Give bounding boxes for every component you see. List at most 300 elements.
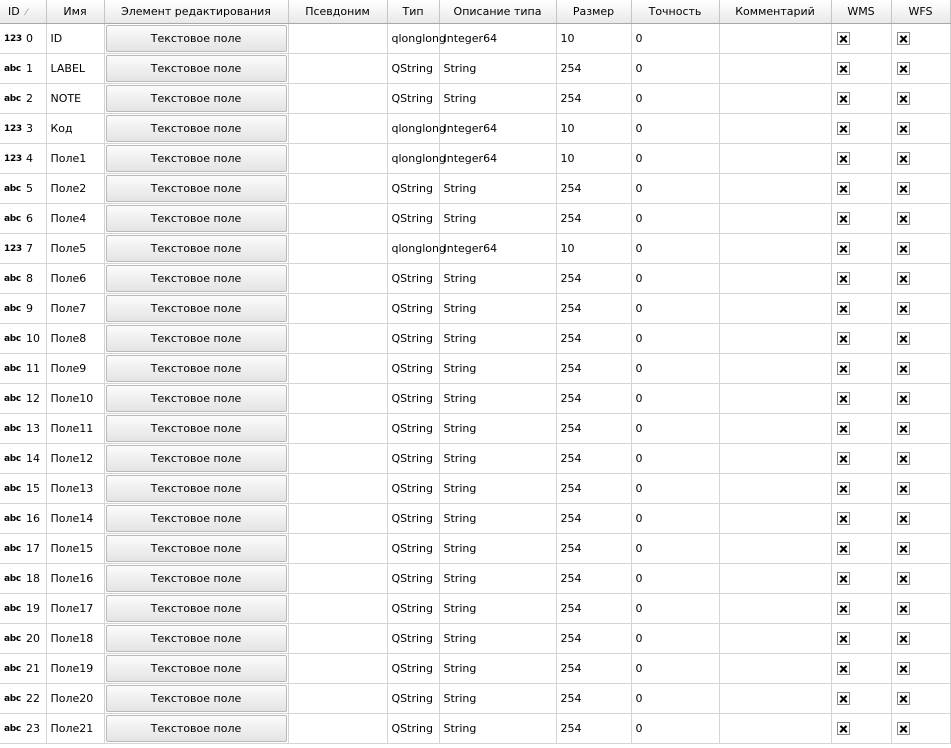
wms-checkbox[interactable] <box>837 242 850 255</box>
table-row[interactable] <box>0 594 950 624</box>
field-alias[interactable] <box>288 684 387 714</box>
field-id-cell[interactable] <box>0 114 46 144</box>
field-type-name: String <box>439 294 556 324</box>
edit-widget-button[interactable]: Текстовое поле <box>106 655 287 682</box>
header-type[interactable]: Тип <box>387 0 439 24</box>
field-name[interactable]: Поле17 <box>46 594 104 624</box>
field-type: QString <box>387 564 439 594</box>
field-id: 16 <box>26 512 40 526</box>
field-type-name: String <box>439 204 556 234</box>
field-precision: 0 <box>631 534 719 564</box>
field-type: QString <box>387 174 439 204</box>
field-length: 254 <box>556 624 631 654</box>
edit-widget-button[interactable]: Текстовое поле <box>106 55 287 82</box>
header-wms[interactable]: WMS <box>831 0 891 24</box>
edit-widget-button[interactable]: Текстовое поле <box>106 475 287 502</box>
field-alias[interactable] <box>288 204 387 234</box>
edit-widget-button[interactable]: Текстовое поле <box>106 385 287 412</box>
field-type-icon: abc <box>4 453 21 464</box>
field-name[interactable]: Поле10 <box>46 384 104 414</box>
table-row[interactable] <box>0 144 950 174</box>
wfs-checkbox[interactable] <box>897 62 910 75</box>
header-alias[interactable]: Псевдоним <box>288 0 387 24</box>
field-comment[interactable] <box>719 174 831 204</box>
wms-checkbox[interactable] <box>837 662 850 675</box>
field-id-cell[interactable] <box>0 564 46 594</box>
wfs-checkbox[interactable] <box>897 692 910 705</box>
field-id-cell[interactable] <box>0 684 46 714</box>
wms-checkbox[interactable] <box>837 62 850 75</box>
table-row[interactable] <box>0 384 950 414</box>
wms-checkbox[interactable] <box>837 602 850 615</box>
wfs-cell <box>891 294 950 324</box>
field-name[interactable]: Поле9 <box>46 354 104 384</box>
field-length: 10 <box>556 114 631 144</box>
wms-checkbox[interactable] <box>837 92 850 105</box>
wfs-checkbox[interactable] <box>897 422 910 435</box>
field-comment[interactable] <box>719 654 831 684</box>
field-id-cell[interactable] <box>0 24 46 54</box>
edit-widget-cell <box>104 234 288 264</box>
field-type: QString <box>387 624 439 654</box>
table-row[interactable] <box>0 534 950 564</box>
field-alias[interactable] <box>288 114 387 144</box>
wfs-checkbox[interactable] <box>897 212 910 225</box>
field-name[interactable]: Поле19 <box>46 654 104 684</box>
table-row[interactable] <box>0 294 950 324</box>
field-alias[interactable] <box>288 414 387 444</box>
field-name[interactable]: Поле14 <box>46 504 104 534</box>
edit-widget-cell <box>104 624 288 654</box>
field-comment[interactable] <box>719 354 831 384</box>
wms-checkbox[interactable] <box>837 32 850 45</box>
field-comment[interactable] <box>719 84 831 114</box>
wfs-checkbox[interactable] <box>897 32 910 45</box>
header-wfs[interactable]: WFS <box>891 0 950 24</box>
header-type-name[interactable]: Описание типа <box>439 0 556 24</box>
field-type: QString <box>387 504 439 534</box>
field-comment[interactable] <box>719 294 831 324</box>
wfs-cell <box>891 534 950 564</box>
wms-checkbox[interactable] <box>837 632 850 645</box>
field-alias[interactable] <box>288 624 387 654</box>
field-id-cell[interactable] <box>0 444 46 474</box>
field-name[interactable]: Поле8 <box>46 324 104 354</box>
header-edit-widget[interactable]: Элемент редактирования <box>104 0 288 24</box>
field-name[interactable]: Поле16 <box>46 564 104 594</box>
wms-checkbox[interactable] <box>837 182 850 195</box>
wms-checkbox[interactable] <box>837 332 850 345</box>
wfs-checkbox[interactable] <box>897 182 910 195</box>
field-id: 8 <box>26 272 33 286</box>
edit-widget-button[interactable]: Текстовое поле <box>106 85 287 112</box>
field-id: 19 <box>26 602 40 616</box>
field-name[interactable]: Поле18 <box>46 624 104 654</box>
wfs-checkbox[interactable] <box>897 632 910 645</box>
field-precision: 0 <box>631 174 719 204</box>
field-precision: 0 <box>631 204 719 234</box>
wms-checkbox[interactable] <box>837 452 850 465</box>
field-alias[interactable] <box>288 534 387 564</box>
field-type-name: String <box>439 714 556 744</box>
field-id: 18 <box>26 572 40 586</box>
table-row[interactable] <box>0 204 950 234</box>
table-row[interactable] <box>0 624 950 654</box>
field-name[interactable]: Код <box>46 114 104 144</box>
field-type: QString <box>387 594 439 624</box>
field-name[interactable]: Поле2 <box>46 174 104 204</box>
field-alias[interactable] <box>288 384 387 414</box>
field-id-cell[interactable] <box>0 534 46 564</box>
field-comment[interactable] <box>719 534 831 564</box>
field-type-icon: abc <box>4 63 21 74</box>
wfs-checkbox[interactable] <box>897 362 910 375</box>
field-name[interactable]: Поле6 <box>46 264 104 294</box>
wms-checkbox[interactable] <box>837 572 850 585</box>
wfs-checkbox[interactable] <box>897 662 910 675</box>
header-comment[interactable]: Комментарий <box>719 0 831 24</box>
field-id-cell[interactable] <box>0 654 46 684</box>
edit-widget-button[interactable]: Текстовое поле <box>106 325 287 352</box>
field-precision: 0 <box>631 444 719 474</box>
wms-checkbox[interactable] <box>837 692 850 705</box>
field-type-icon: abc <box>4 423 21 434</box>
field-name[interactable]: LABEL <box>46 54 104 84</box>
field-alias[interactable] <box>288 474 387 504</box>
wfs-cell <box>891 504 950 534</box>
field-type-icon: abc <box>4 513 21 524</box>
field-id: 12 <box>26 392 40 406</box>
wms-checkbox[interactable] <box>837 212 850 225</box>
field-comment[interactable] <box>719 564 831 594</box>
header-name[interactable]: Имя <box>46 0 104 24</box>
edit-widget-button[interactable]: Текстовое поле <box>106 595 287 622</box>
field-type-icon: abc <box>4 183 21 194</box>
field-type-name: String <box>439 624 556 654</box>
table-row[interactable] <box>0 684 950 714</box>
field-length: 254 <box>556 384 631 414</box>
field-precision: 0 <box>631 474 719 504</box>
field-comment[interactable] <box>719 114 831 144</box>
field-alias[interactable] <box>288 564 387 594</box>
edit-widget-cell <box>104 564 288 594</box>
field-alias[interactable] <box>288 444 387 474</box>
edit-widget-cell <box>104 384 288 414</box>
edit-widget-button[interactable]: Текстовое поле <box>106 205 287 232</box>
wfs-checkbox[interactable] <box>897 482 910 495</box>
field-id-cell[interactable] <box>0 54 46 84</box>
field-name[interactable]: Поле5 <box>46 234 104 264</box>
field-type: QString <box>387 684 439 714</box>
table-row[interactable] <box>0 24 950 54</box>
wms-cell <box>831 84 891 114</box>
field-type-icon: abc <box>4 393 21 404</box>
field-comment[interactable] <box>719 444 831 474</box>
wms-cell <box>831 564 891 594</box>
wms-checkbox[interactable] <box>837 362 850 375</box>
field-type: QString <box>387 84 439 114</box>
wms-cell <box>831 624 891 654</box>
field-name[interactable]: Поле7 <box>46 294 104 324</box>
wfs-checkbox[interactable] <box>897 92 910 105</box>
field-comment[interactable] <box>719 204 831 234</box>
field-alias[interactable] <box>288 144 387 174</box>
edit-widget-button[interactable]: Текстовое поле <box>106 175 287 202</box>
table-row[interactable] <box>0 114 950 144</box>
field-type-name: String <box>439 594 556 624</box>
field-comment[interactable] <box>719 684 831 714</box>
field-comment[interactable] <box>719 144 831 174</box>
field-id: 6 <box>26 212 33 226</box>
edit-widget-button[interactable]: Текстовое поле <box>106 25 287 52</box>
field-id: 4 <box>26 152 33 166</box>
field-length: 254 <box>556 354 631 384</box>
field-type-icon: abc <box>4 603 21 614</box>
field-comment[interactable] <box>719 624 831 654</box>
edit-widget-button[interactable]: Текстовое поле <box>106 625 287 652</box>
field-id-cell[interactable] <box>0 324 46 354</box>
wms-cell <box>831 354 891 384</box>
edit-widget-button[interactable]: Текстовое поле <box>106 445 287 472</box>
field-id: 1 <box>26 62 33 76</box>
wms-checkbox[interactable] <box>837 152 850 165</box>
field-type: QString <box>387 324 439 354</box>
wfs-checkbox[interactable] <box>897 332 910 345</box>
field-alias[interactable] <box>288 234 387 264</box>
field-alias[interactable] <box>288 324 387 354</box>
field-id-cell[interactable] <box>0 624 46 654</box>
field-id-cell[interactable] <box>0 204 46 234</box>
field-precision: 0 <box>631 144 719 174</box>
edit-widget-button[interactable]: Текстовое поле <box>106 355 287 382</box>
field-id: 20 <box>26 632 40 646</box>
field-comment[interactable] <box>719 54 831 84</box>
field-name[interactable]: Поле4 <box>46 204 104 234</box>
wms-checkbox[interactable] <box>837 122 850 135</box>
header-id[interactable] <box>0 0 46 24</box>
field-name[interactable]: Поле12 <box>46 444 104 474</box>
table-row[interactable] <box>0 354 950 384</box>
field-type-icon: abc <box>4 573 21 584</box>
field-name[interactable]: Поле20 <box>46 684 104 714</box>
wms-checkbox[interactable] <box>837 302 850 315</box>
table-row[interactable] <box>0 84 950 114</box>
wfs-checkbox[interactable] <box>897 602 910 615</box>
edit-widget-button[interactable]: Текстовое поле <box>106 295 287 322</box>
edit-widget-button[interactable]: Текстовое поле <box>106 115 287 142</box>
wfs-checkbox[interactable] <box>897 452 910 465</box>
field-comment[interactable] <box>719 324 831 354</box>
field-type-name: Integer64 <box>439 114 556 144</box>
field-id-cell[interactable] <box>0 414 46 444</box>
field-id-cell[interactable] <box>0 594 46 624</box>
table-row[interactable] <box>0 444 950 474</box>
field-type-icon: abc <box>4 693 21 704</box>
wms-checkbox[interactable] <box>837 392 850 405</box>
field-comment[interactable] <box>719 594 831 624</box>
field-comment[interactable] <box>719 474 831 504</box>
field-type: qlonglong <box>387 144 439 174</box>
wfs-checkbox[interactable] <box>897 302 910 315</box>
field-name[interactable]: Поле11 <box>46 414 104 444</box>
field-id: 21 <box>26 662 40 676</box>
field-alias[interactable] <box>288 174 387 204</box>
wms-checkbox[interactable] <box>837 722 850 735</box>
edit-widget-button[interactable]: Текстовое поле <box>106 235 287 262</box>
field-alias[interactable] <box>288 654 387 684</box>
field-id-cell[interactable] <box>0 474 46 504</box>
field-alias[interactable] <box>288 504 387 534</box>
edit-widget-cell <box>104 684 288 714</box>
field-type: QString <box>387 654 439 684</box>
table-row[interactable] <box>0 234 950 264</box>
field-alias[interactable] <box>288 294 387 324</box>
field-alias[interactable] <box>288 84 387 114</box>
edit-widget-button[interactable]: Текстовое поле <box>106 535 287 562</box>
field-type-name: String <box>439 444 556 474</box>
field-id-cell[interactable] <box>0 354 46 384</box>
field-type-icon: abc <box>4 213 21 224</box>
wms-checkbox[interactable] <box>837 482 850 495</box>
wms-cell <box>831 594 891 624</box>
edit-widget-button[interactable]: Текстовое поле <box>106 715 287 742</box>
edit-widget-button[interactable]: Текстовое поле <box>106 565 287 592</box>
field-type: QString <box>387 204 439 234</box>
field-length: 254 <box>556 84 631 114</box>
field-id-cell[interactable] <box>0 144 46 174</box>
field-type-name: String <box>439 174 556 204</box>
wfs-checkbox[interactable] <box>897 272 910 285</box>
edit-widget-button[interactable]: Текстовое поле <box>106 265 287 292</box>
wms-checkbox[interactable] <box>837 422 850 435</box>
field-id-cell[interactable] <box>0 84 46 114</box>
field-length: 10 <box>556 234 631 264</box>
field-id-cell[interactable] <box>0 264 46 294</box>
field-id-cell[interactable] <box>0 504 46 534</box>
field-comment[interactable] <box>719 414 831 444</box>
wfs-checkbox[interactable] <box>897 242 910 255</box>
fields-table-body <box>0 24 950 744</box>
table-row[interactable] <box>0 564 950 594</box>
field-id: 9 <box>26 302 33 316</box>
edit-widget-button[interactable]: Текстовое поле <box>106 145 287 172</box>
edit-widget-cell <box>104 114 288 144</box>
field-comment[interactable] <box>719 234 831 264</box>
field-id-cell[interactable] <box>0 294 46 324</box>
wfs-cell <box>891 234 950 264</box>
edit-widget-cell <box>104 264 288 294</box>
table-row[interactable] <box>0 714 950 744</box>
field-name[interactable]: Поле1 <box>46 144 104 174</box>
field-type-name: String <box>439 504 556 534</box>
field-name[interactable]: Поле21 <box>46 714 104 744</box>
wfs-cell <box>891 204 950 234</box>
header-row <box>0 0 950 24</box>
wfs-checkbox[interactable] <box>897 722 910 735</box>
field-type-icon: abc <box>4 273 21 284</box>
field-comment[interactable] <box>719 24 831 54</box>
wms-cell <box>831 444 891 474</box>
wfs-checkbox[interactable] <box>897 392 910 405</box>
edit-widget-button[interactable]: Текстовое поле <box>106 505 287 532</box>
header-length[interactable]: Размер <box>556 0 631 24</box>
table-row[interactable] <box>0 174 950 204</box>
field-name[interactable]: Поле15 <box>46 534 104 564</box>
header-id-label: ID <box>8 5 20 18</box>
field-type: qlonglong <box>387 114 439 144</box>
edit-widget-button[interactable]: Текстовое поле <box>106 685 287 712</box>
field-alias[interactable] <box>288 24 387 54</box>
wms-checkbox[interactable] <box>837 542 850 555</box>
field-comment[interactable] <box>719 714 831 744</box>
wfs-cell <box>891 174 950 204</box>
wfs-checkbox[interactable] <box>897 572 910 585</box>
field-name[interactable]: ID <box>46 24 104 54</box>
edit-widget-cell <box>104 204 288 234</box>
field-precision: 0 <box>631 354 719 384</box>
field-name[interactable]: NOTE <box>46 84 104 114</box>
field-name[interactable]: Поле13 <box>46 474 104 504</box>
table-row[interactable] <box>0 474 950 504</box>
field-type-name: String <box>439 384 556 414</box>
table-row[interactable] <box>0 414 950 444</box>
wfs-checkbox[interactable] <box>897 542 910 555</box>
table-row[interactable] <box>0 504 950 534</box>
field-precision: 0 <box>631 324 719 354</box>
field-alias[interactable] <box>288 264 387 294</box>
field-id-cell[interactable] <box>0 234 46 264</box>
field-comment[interactable] <box>719 384 831 414</box>
field-type: QString <box>387 294 439 324</box>
wfs-cell <box>891 54 950 84</box>
field-id-cell[interactable] <box>0 174 46 204</box>
wms-checkbox[interactable] <box>837 272 850 285</box>
field-alias[interactable] <box>288 354 387 384</box>
field-alias[interactable] <box>288 594 387 624</box>
edit-widget-button[interactable]: Текстовое поле <box>106 415 287 442</box>
field-id: 3 <box>26 122 33 136</box>
field-length: 254 <box>556 294 631 324</box>
table-row[interactable] <box>0 264 950 294</box>
field-comment[interactable] <box>719 504 831 534</box>
field-type-name: String <box>439 684 556 714</box>
field-length: 10 <box>556 144 631 174</box>
header-precision[interactable]: Точность <box>631 0 719 24</box>
field-type-name: String <box>439 54 556 84</box>
field-type: QString <box>387 384 439 414</box>
field-length: 10 <box>556 24 631 54</box>
wfs-checkbox[interactable] <box>897 122 910 135</box>
field-id-cell[interactable] <box>0 714 46 744</box>
table-row[interactable] <box>0 654 950 684</box>
edit-widget-cell <box>104 594 288 624</box>
wms-checkbox[interactable] <box>837 512 850 525</box>
edit-widget-cell <box>104 324 288 354</box>
field-alias[interactable] <box>288 714 387 744</box>
table-row[interactable] <box>0 324 950 354</box>
wfs-checkbox[interactable] <box>897 152 910 165</box>
wfs-cell <box>891 654 950 684</box>
field-alias[interactable] <box>288 54 387 84</box>
field-comment[interactable] <box>719 264 831 294</box>
wms-cell <box>831 414 891 444</box>
table-row[interactable] <box>0 54 950 84</box>
wfs-checkbox[interactable] <box>897 512 910 525</box>
field-id-cell[interactable] <box>0 384 46 414</box>
field-type: QString <box>387 714 439 744</box>
edit-widget-cell <box>104 24 288 54</box>
field-precision: 0 <box>631 54 719 84</box>
